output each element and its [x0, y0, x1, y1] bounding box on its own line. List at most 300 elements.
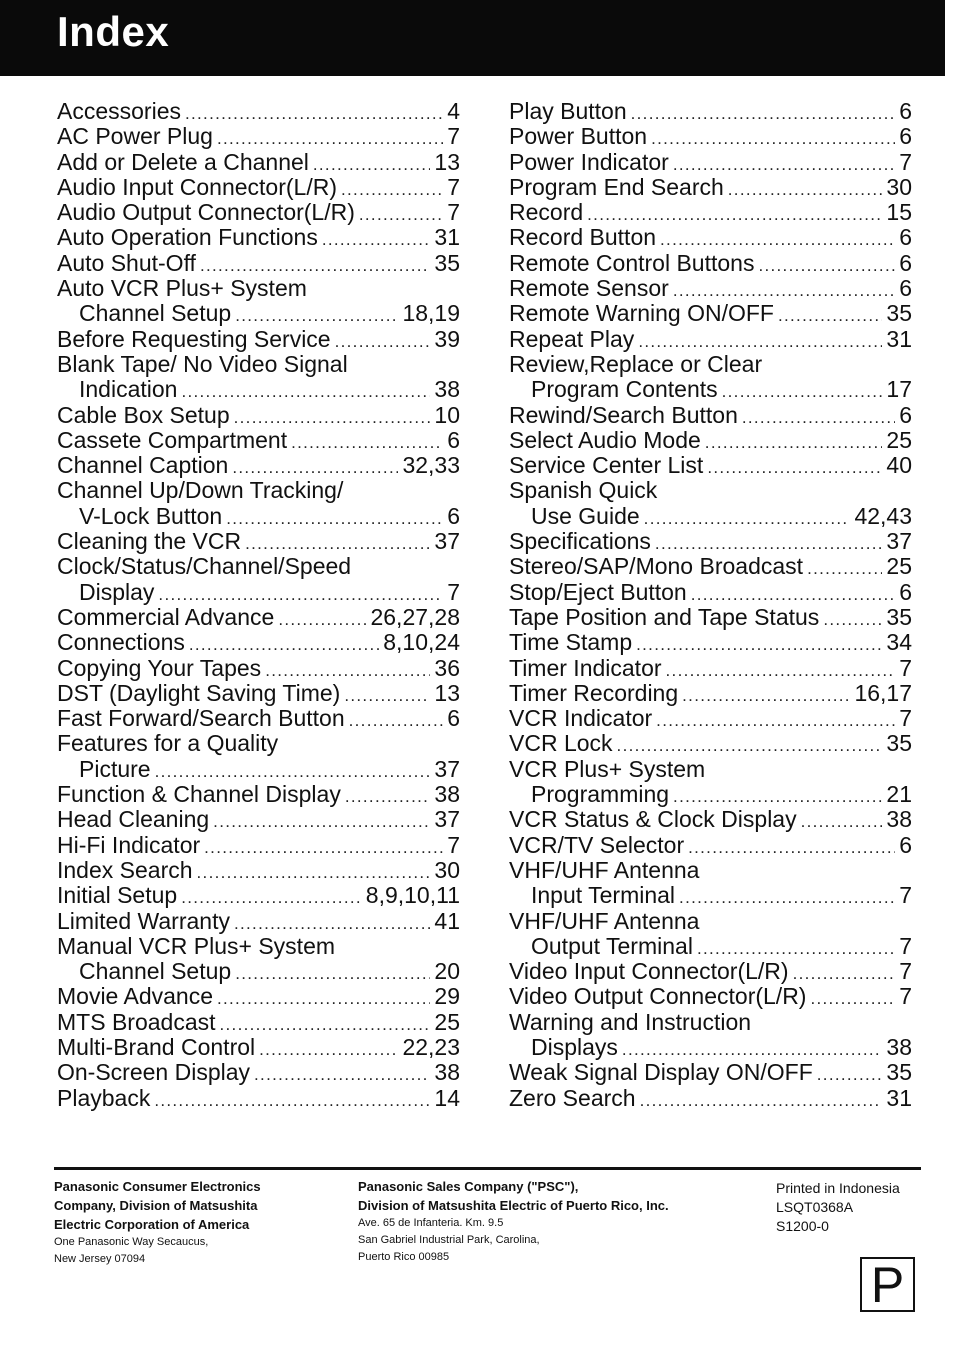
index-entry-line: [57, 327, 460, 352]
index-entry-line: [57, 782, 460, 807]
index-entry: [509, 1010, 912, 1061]
page-number: 25: [434, 1008, 460, 1035]
index-entry-line: [509, 833, 912, 858]
index-term: Record: [509, 199, 584, 226]
page-number: 7: [899, 983, 912, 1010]
dot-leader: [778, 303, 882, 328]
index-entry: [57, 1035, 460, 1060]
index-entry: [509, 352, 912, 403]
index-entry: [57, 1086, 460, 1111]
index-entry: [509, 706, 912, 731]
index-entry-line: [57, 1086, 460, 1111]
page-number: 7: [899, 705, 912, 732]
index-entry-continuation: [509, 934, 912, 959]
index-entry: [57, 605, 460, 630]
index-entry-line: [509, 909, 912, 934]
index-term: Picture: [79, 755, 151, 782]
dot-leader: [758, 253, 895, 278]
index-entry-line: [509, 99, 912, 124]
index-entry-line: [509, 175, 912, 200]
index-entry-continuation: [57, 580, 460, 605]
index-term: Audio Input Connector(L/R): [57, 173, 337, 200]
index-term: Manual VCR Plus+ System: [57, 932, 336, 959]
index-entry: [509, 731, 912, 756]
index-entry: [509, 301, 912, 326]
page-number: 6: [447, 426, 460, 453]
footer-company-2-line: Division of Matsushita Electric of Puerto Rico, Inc.: [358, 1198, 669, 1213]
page-number: 6: [899, 98, 912, 124]
index-term: VHF/UHF Antenna: [509, 907, 700, 934]
index-term: VCR/TV Selector: [509, 831, 685, 858]
dot-leader: [254, 1062, 430, 1087]
index-entry: [57, 630, 460, 655]
dot-leader: [278, 607, 366, 632]
page-number: 37: [434, 528, 460, 555]
dot-leader: [707, 455, 882, 480]
index-entry: [57, 807, 460, 832]
index-entry: [509, 453, 912, 478]
index-entry-line: [509, 681, 912, 706]
index-entry: [57, 352, 460, 403]
index-term: Time Stamp: [509, 629, 633, 656]
page-number: 32,33: [402, 452, 460, 479]
dot-leader: [181, 885, 362, 910]
index-term: Movie Advance: [57, 983, 213, 1010]
index-entry: [57, 99, 460, 124]
index-term: Remote Sensor: [509, 275, 669, 302]
index-entry: [509, 1086, 912, 1111]
dot-leader: [656, 708, 895, 733]
index-term: Commercial Advance: [57, 603, 275, 630]
page-number: 6: [447, 705, 460, 732]
page-number: 8,10,24: [383, 629, 460, 656]
index-term: Fast Forward/Search Button: [57, 705, 345, 732]
index-entry-line: [509, 529, 912, 554]
index-entry-line: [57, 276, 460, 301]
index-term: Auto VCR Plus+ System: [57, 275, 307, 302]
page-number: 4: [447, 98, 460, 124]
page-number: 41: [434, 907, 460, 934]
index-term: Head Cleaning: [57, 806, 210, 833]
page-number: 35: [886, 730, 912, 757]
index-term: Accessories: [57, 98, 181, 124]
page-number: 16,17: [854, 679, 912, 706]
index-entry: [509, 1060, 912, 1085]
page-number: 6: [899, 123, 912, 150]
index-entry-line: [57, 731, 460, 756]
index-term: VCR Status & Clock Display: [509, 806, 797, 833]
page-number: 21: [886, 781, 912, 808]
footer-company-2-address: San Gabriel Industrial Park, Carolina,: [358, 1234, 540, 1246]
page-number: 38: [886, 1033, 912, 1060]
page-number: 37: [434, 806, 460, 833]
index-entry-line: [509, 478, 912, 503]
index-term: Programming: [531, 781, 670, 808]
print-code: S1200-0: [776, 1218, 829, 1234]
dot-leader: [807, 556, 882, 581]
index-entry: [57, 175, 460, 200]
page-number: 14: [434, 1084, 460, 1111]
footer-company-1-line: Panasonic Consumer Electronics: [54, 1179, 261, 1194]
page-number: 7: [447, 173, 460, 200]
dot-leader: [217, 986, 430, 1011]
page-number: 38: [434, 781, 460, 808]
index-term: Connections: [57, 629, 185, 656]
index-entry: [509, 200, 912, 225]
index-entry: [509, 554, 912, 579]
page-number: 8,9,10,11: [365, 882, 460, 909]
index-entry: [509, 580, 912, 605]
index-term: Select Audio Mode: [509, 426, 701, 453]
footer-company-2-address: Ave. 65 de Infanteria. Km. 9.5: [358, 1217, 504, 1229]
dot-leader: [742, 405, 895, 430]
index-term: Cable Box Setup: [57, 401, 230, 428]
index-term: Channel Up/Down Tracking/: [57, 477, 344, 504]
page-number: 7: [447, 199, 460, 226]
page-number: 25: [886, 426, 912, 453]
index-term: Function & Channel Display: [57, 781, 341, 808]
index-entry-line: [57, 807, 460, 832]
page-number: 7: [899, 932, 912, 959]
index-term: Auto Shut-Off: [57, 249, 196, 276]
index-entry: [57, 1060, 460, 1085]
index-term: Channel Caption: [57, 452, 229, 479]
index-term: Remote Warning ON/OFF: [509, 300, 774, 327]
page-number: 7: [899, 148, 912, 175]
page-number: 17: [886, 376, 912, 403]
index-entry-continuation: [57, 757, 460, 782]
index-entry-line: [509, 1060, 912, 1085]
index-term: Stop/Eject Button: [509, 578, 687, 605]
dot-leader: [728, 177, 883, 202]
index-entry: [57, 858, 460, 883]
index-entry-continuation: [509, 883, 912, 908]
page-number: 35: [434, 249, 460, 276]
index-entry-line: [57, 833, 460, 858]
index-entry: [57, 1010, 460, 1035]
index-entry-line: [509, 276, 912, 301]
dot-leader: [204, 835, 443, 860]
index-entry-line: [57, 200, 460, 225]
index-entry-line: [57, 1010, 460, 1035]
index-entry-line: [509, 352, 912, 377]
index-term: Service Center List: [509, 452, 704, 479]
index-term: Copying Your Tapes: [57, 654, 262, 681]
index-term: VCR Indicator: [509, 705, 653, 732]
index-entry: [509, 630, 912, 655]
index-entry-line: [57, 403, 460, 428]
index-entry: [509, 959, 912, 984]
index-entry: [57, 909, 460, 934]
page-number: 6: [447, 502, 460, 529]
index-term: Indication: [79, 376, 178, 403]
index-term: Power Button: [509, 123, 648, 150]
index-entry: [57, 883, 460, 908]
index-term: Tape Position and Tape Status: [509, 603, 820, 630]
index-entry: [509, 124, 912, 149]
page-number: 35: [886, 603, 912, 630]
page-number: 6: [899, 578, 912, 605]
index-term: V-Lock Button: [79, 502, 223, 529]
index-entry: [509, 681, 912, 706]
index-term: Remote Control Buttons: [509, 249, 755, 276]
index-entry-continuation: [509, 504, 912, 529]
index-term: Weak Signal Display ON/OFF: [509, 1059, 813, 1086]
index-entry: [509, 909, 912, 960]
page-number: 18,19: [402, 300, 460, 327]
page-number: 38: [886, 806, 912, 833]
index-entry-continuation: [509, 782, 912, 807]
index-entry: [509, 858, 912, 909]
index-entry: [57, 782, 460, 807]
index-entry: [509, 276, 912, 301]
index-term: AC Power Plug: [57, 123, 213, 150]
index-entry: [509, 99, 912, 124]
index-term: Display: [79, 578, 155, 605]
dot-leader: [679, 885, 895, 910]
dot-leader: [341, 177, 443, 202]
index-term: Clock/Status/Channel/Speed: [57, 553, 352, 580]
index-entry: [57, 276, 460, 327]
index-entry-line: [57, 453, 460, 478]
index-entry-line: [57, 478, 460, 503]
index-column-right: [509, 99, 912, 1111]
index-entry-line: [57, 99, 460, 124]
index-entry-line: [57, 984, 460, 1009]
index-entry: [509, 251, 912, 276]
footer-company-2-address: Puerto Rico 00985: [358, 1251, 450, 1263]
page-number: 35: [886, 1059, 912, 1086]
index-entry: [509, 403, 912, 428]
index-term: Channel Setup: [79, 958, 232, 985]
index-term: Displays: [531, 1033, 618, 1060]
dot-leader: [793, 961, 896, 986]
index-term: Multi-Brand Control: [57, 1033, 256, 1060]
index-entry-line: [509, 959, 912, 984]
index-entry-line: [509, 656, 912, 681]
index-entry-line: [57, 656, 460, 681]
index-entry-line: [57, 352, 460, 377]
page-number: 38: [434, 1059, 460, 1086]
dot-leader: [349, 708, 444, 733]
dot-leader: [823, 607, 882, 632]
index-term: Audio Output Connector(L/R): [57, 199, 355, 226]
index-term: Power Indicator: [509, 148, 669, 175]
dot-leader: [644, 506, 851, 531]
dot-leader: [722, 379, 883, 404]
index-entry-line: [509, 428, 912, 453]
index-entry: [509, 605, 912, 630]
index-entry: [57, 706, 460, 731]
index-entry: [509, 478, 912, 529]
dot-leader: [259, 1037, 398, 1062]
index-term: Features for a Quality: [57, 730, 279, 757]
index-term: Specifications: [509, 528, 651, 555]
page-number: 42,43: [854, 502, 912, 529]
index-entry-line: [509, 225, 912, 250]
index-entry: [57, 833, 460, 858]
page-number: 7: [447, 578, 460, 605]
index-term: Zero Search: [509, 1084, 636, 1111]
dot-leader: [801, 809, 883, 834]
index-entry: [509, 833, 912, 858]
page-title: Index: [57, 8, 170, 55]
index-entry-continuation: [57, 504, 460, 529]
dot-leader: [359, 202, 443, 227]
page-number: 6: [899, 224, 912, 251]
index-entry-line: [57, 554, 460, 579]
index-entry: [57, 225, 460, 250]
index-entry: [509, 529, 912, 554]
page-number: 7: [899, 882, 912, 909]
page-number: 7: [447, 123, 460, 150]
index-entry-line: [509, 605, 912, 630]
index-entry-line: [509, 858, 912, 883]
index-term: Spanish Quick: [509, 477, 658, 504]
index-entry: [509, 984, 912, 1009]
dot-leader: [185, 101, 443, 126]
page-number: 30: [886, 173, 912, 200]
index-entry-line: [57, 909, 460, 934]
page-number: 37: [886, 528, 912, 555]
index-entry: [57, 251, 460, 276]
index-term: Output Terminal: [531, 932, 693, 959]
dot-leader: [688, 835, 895, 860]
index-entry: [509, 327, 912, 352]
index-term: Initial Setup: [57, 882, 178, 909]
index-term: Blank Tape/ No Video Signal: [57, 350, 348, 377]
footer-divider: [54, 1167, 921, 1170]
dot-leader: [631, 101, 896, 126]
index-term: VCR Plus+ System: [509, 755, 706, 782]
index-term: Limited Warranty: [57, 907, 230, 934]
index-entry: [57, 150, 460, 175]
index-entry: [509, 225, 912, 250]
page-number: 35: [886, 300, 912, 327]
footer-company-1-address: New Jersey 07094: [54, 1253, 146, 1265]
page-number: 20: [434, 958, 460, 985]
index-entry-line: [57, 428, 460, 453]
index-entry-line: [509, 403, 912, 428]
page-number: 31: [886, 1084, 912, 1111]
index-entry-line: [57, 1035, 460, 1060]
index-term: Timer Indicator: [509, 654, 662, 681]
page-number: 38: [434, 376, 460, 403]
index-term: Program Contents: [531, 376, 718, 403]
index-entry: [509, 807, 912, 832]
index-entry-line: [57, 124, 460, 149]
page-number: 13: [434, 148, 460, 175]
index-entry-line: [57, 934, 460, 959]
page-number: 26,27,28: [370, 603, 460, 630]
index-entry-line: [509, 580, 912, 605]
index-entry: [509, 175, 912, 200]
index-term: Use Guide: [531, 502, 640, 529]
index-entry-line: [509, 327, 912, 352]
page-number: 30: [434, 856, 460, 883]
footer-company-1-address: One Panasonic Way Secaucus,: [54, 1236, 209, 1248]
dot-leader: [154, 1088, 430, 1113]
index-entry-line: [57, 858, 460, 883]
index-term: Auto Operation Functions: [57, 224, 318, 251]
dot-leader: [636, 632, 882, 657]
page-number: 29: [434, 983, 460, 1010]
page-number: 34: [886, 629, 912, 656]
index-entry-continuation: [57, 301, 460, 326]
index-entry-line: [57, 175, 460, 200]
index-entry: [57, 554, 460, 605]
dot-leader: [235, 961, 430, 986]
index-term: Rewind/Search Button: [509, 401, 738, 428]
index-entry-line: [509, 453, 912, 478]
index-term: Timer Recording: [509, 679, 679, 706]
index-term: Record Button: [509, 224, 657, 251]
index-term: Warning and Instruction: [509, 1008, 752, 1035]
index-entry-line: [509, 1010, 912, 1035]
footer-company-2: [358, 1177, 669, 1266]
index-term: DST (Daylight Saving Time): [57, 679, 341, 706]
document-code: LSQT0368A: [776, 1199, 854, 1215]
index-term: Stereo/SAP/Mono Broadcast: [509, 553, 804, 580]
index-term: Review,Replace or Clear: [509, 350, 763, 377]
footer-print-info: [776, 1179, 900, 1236]
dot-leader: [817, 1062, 883, 1087]
index-entry-line: [509, 807, 912, 832]
page-number: 31: [434, 224, 460, 251]
index-entry-line: [57, 529, 460, 554]
index-entry: [57, 656, 460, 681]
index-entry-line: [57, 706, 460, 731]
page-number: 37: [434, 755, 460, 782]
dot-leader: [345, 784, 431, 809]
index-entry-line: [509, 251, 912, 276]
page-number: 31: [886, 325, 912, 352]
index-entry: [57, 200, 460, 225]
footer-company-2-line: Panasonic Sales Company ("PSC"),: [358, 1179, 579, 1194]
index-entry-line: [509, 554, 912, 579]
index-term: Video Output Connector(L/R): [509, 983, 807, 1010]
footer-company-1-line: Electric Corporation of America: [54, 1217, 250, 1232]
index-term: Video Input Connector(L/R): [509, 958, 789, 985]
index-term: Add or Delete a Channel: [57, 148, 309, 175]
index-entry-line: [57, 225, 460, 250]
dot-leader: [322, 227, 431, 252]
index-entry: [509, 757, 912, 808]
page-number: 6: [899, 275, 912, 302]
index-term: VCR Lock: [509, 730, 613, 757]
page-number: 25: [886, 553, 912, 580]
dot-leader: [810, 986, 895, 1011]
index-entry-line: [57, 605, 460, 630]
index-term: MTS Broadcast: [57, 1008, 216, 1035]
index-term: Repeat Play: [509, 325, 635, 352]
index-term: Index Search: [57, 856, 193, 883]
index-entry-line: [57, 630, 460, 655]
index-entry-continuation: [509, 377, 912, 402]
index-term: Program End Search: [509, 173, 724, 200]
index-entry-line: [509, 984, 912, 1009]
index-entry-line: [509, 757, 912, 782]
page-number: 7: [899, 654, 912, 681]
page-number: 13: [434, 679, 460, 706]
index-entry: [57, 731, 460, 782]
index-entry-continuation: [509, 1035, 912, 1060]
index-term: Before Requesting Service: [57, 325, 331, 352]
index-entry-line: [509, 301, 912, 326]
index-term: Input Terminal: [531, 882, 676, 909]
index-entry: [57, 403, 460, 428]
p-mark-box: P: [860, 1257, 915, 1312]
